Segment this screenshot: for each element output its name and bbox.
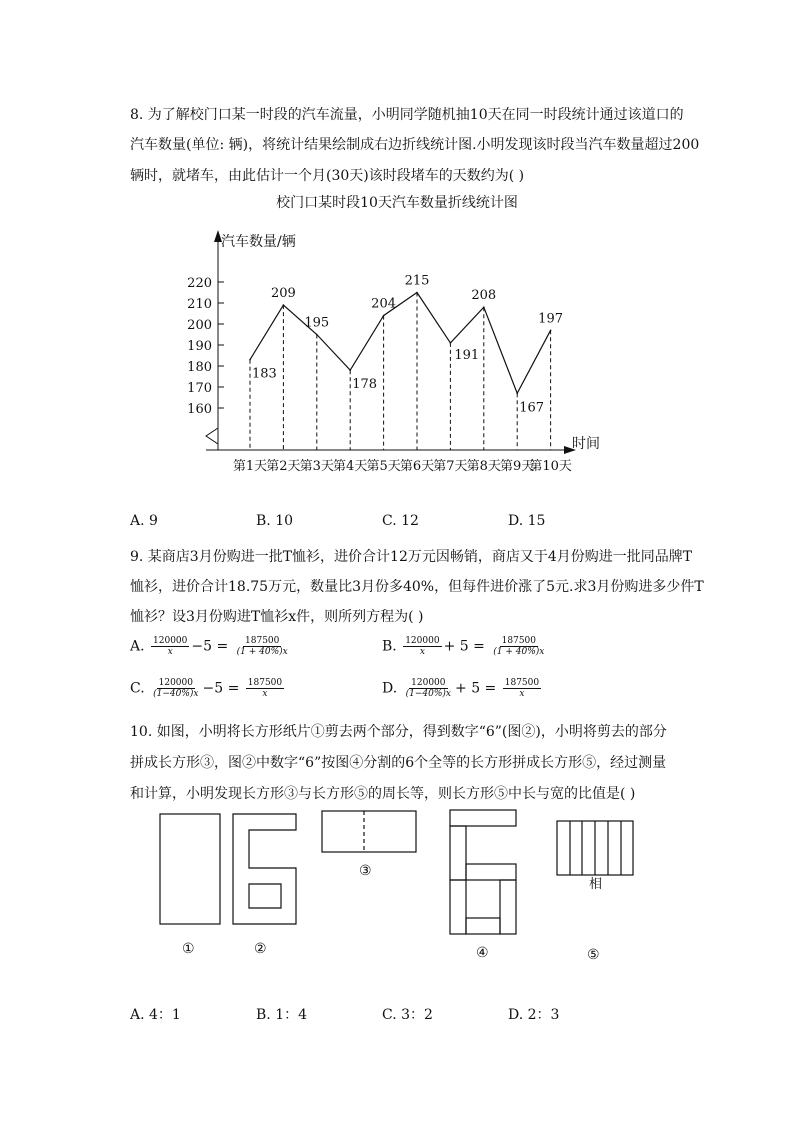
data-label: 197	[538, 311, 564, 327]
x-tick-label: 第10天	[529, 459, 572, 474]
q9-option-d[interactable]	[382, 678, 543, 699]
figure-4-segment	[450, 810, 516, 826]
fraction-right: $\frac{187500}{(1 + 40\%)x}$	[236, 636, 288, 657]
y-axis-label: 汽车数量/辆	[221, 234, 296, 250]
fraction-left: $\frac{120000}{(1-40\%)x}$	[153, 678, 199, 699]
data-point	[483, 306, 485, 308]
q10-option-a[interactable]: A. 4：1	[130, 1007, 181, 1023]
figure-4-segment	[450, 880, 466, 934]
q9-line-3: 恤衫？设3月份购进T恤衫x件，则所列方程为( )	[130, 609, 424, 625]
operator: + 5 =	[455, 680, 497, 697]
data-label: 178	[352, 377, 378, 393]
data-label: 209	[270, 286, 296, 302]
axis-break	[206, 428, 218, 450]
q9-line-2: 恤衫，进价合计18.75万元，数量比3月份多40%，但每件进价涨了5元.求3月份购进多少件T	[130, 579, 704, 595]
q10-line-1: 10. 如图，小明将长方形纸片①剪去两个部分，得到数字“6”(图②)，小明将剪去的部分	[130, 724, 667, 740]
operator: + 5 =	[443, 638, 485, 655]
x-tick-label: 第3天	[299, 459, 334, 474]
line-chart	[0, 220, 794, 520]
q8-line-1: 8. 为了解校门口某一时段的汽车流量，小明同学随机抽10天在同一时段统计通过该道口的	[130, 107, 684, 123]
q10-option-c[interactable]: C. 3：2	[382, 1007, 433, 1023]
q10-option-b[interactable]: B. 1：4	[256, 1007, 308, 1023]
figure-2-digit-six	[233, 814, 296, 924]
x-tick-label: 第6天	[399, 459, 435, 474]
y-tick-label: 210	[187, 297, 212, 312]
y-tick-label: 160	[187, 402, 212, 417]
data-label: 208	[471, 288, 497, 304]
x-tick-label: 第2天	[266, 459, 301, 474]
figure-4-label: ④	[476, 945, 489, 961]
x-tick-label: 第8天	[466, 459, 501, 474]
figure-3-rectangle	[322, 811, 416, 852]
option-label: A.	[130, 638, 145, 655]
x-tick-label: 第4天	[333, 459, 368, 474]
series-line	[250, 293, 551, 394]
q8-option-d[interactable]: D. 15	[508, 513, 546, 529]
x-tick-label: 第7天	[433, 459, 468, 474]
figure-2-label: ②	[254, 941, 267, 957]
q10-figures	[0, 806, 794, 976]
fraction-left: $\frac{120000}{(1-40\%)x}$	[405, 678, 452, 699]
q9-option-b[interactable]	[382, 636, 548, 657]
data-label: 183	[252, 366, 277, 382]
q10-option-d[interactable]: D. 2：3	[508, 1007, 560, 1023]
figure-1-label: ①	[182, 941, 195, 957]
q8-line-2: 汽车数量(单位: 辆)，将统计结果绘制成右边折线统计图.小明发现该时段当汽车数量超过200	[130, 137, 700, 153]
figure-3-label: ③	[359, 863, 372, 879]
data-point	[550, 330, 552, 332]
chart-title: 校门口某时段10天汽车数量折线统计图	[276, 195, 518, 211]
y-tick-label: 200	[187, 318, 212, 333]
operator: −5 =	[202, 680, 240, 697]
figure-5-text: 相	[589, 877, 603, 892]
data-label: 191	[454, 347, 480, 363]
y-tick-label: 190	[187, 339, 212, 354]
x-axis-label: 时间	[572, 436, 600, 452]
fraction-right: $\frac{187500}{x}$	[247, 678, 283, 699]
x-tick-label: 第1天	[232, 459, 268, 474]
fraction-right: $\frac{187500}{(1 + 40\%)x}$	[493, 636, 545, 657]
fraction-left: $\frac{120000}{x}$	[153, 636, 188, 657]
data-label: 167	[519, 400, 545, 416]
y-tick-label: 180	[187, 360, 212, 375]
figure-4-segment	[500, 880, 516, 934]
fraction-left: $\frac{120000}{x}$	[405, 636, 440, 657]
x-tick-label: 第9天	[500, 459, 535, 474]
q9-option-c[interactable]	[130, 678, 286, 699]
data-point	[316, 334, 318, 336]
q10-line-2: 拼成长方形③，图②中数字“6”按图④分割的6个全等的长方形拼成长方形⑤，经过测量	[130, 755, 667, 771]
x-tick-label: 第5天	[366, 459, 401, 474]
data-label: 215	[404, 273, 430, 289]
q8-option-c[interactable]: C. 12	[382, 513, 419, 529]
operator: −5 =	[191, 638, 229, 655]
q9-line-1: 9. 某商店3月份购进一批T恤衫，进价合计12万元因畅销，商店又于4月份购进一批同品牌T	[130, 549, 693, 565]
figure-4-segment	[466, 864, 516, 880]
figure-5-label: ⑤	[587, 947, 600, 963]
q10-line-3: 和计算，小明发现长方形③与长方形⑤的周长等，则长方形⑤中长与宽的比值是( )	[130, 786, 636, 802]
data-point	[383, 315, 385, 317]
q8-option-b[interactable]: B. 10	[256, 513, 294, 529]
y-tick-label: 170	[187, 381, 212, 396]
data-point	[416, 292, 418, 294]
figure-4-segment	[450, 826, 466, 880]
q8-line-3: 辆时，就堵车，由此估计一个月(30天)该时段堵车的天数约为( )	[130, 168, 525, 184]
data-point	[516, 393, 518, 395]
option-label: C.	[130, 680, 145, 697]
data-point	[450, 342, 452, 344]
data-point	[249, 359, 251, 361]
fraction-right: $\frac{187500}{x}$	[504, 678, 540, 699]
figure-1-rectangle	[160, 814, 220, 924]
figure-4-segment	[466, 918, 500, 934]
data-point	[349, 369, 351, 371]
data-point	[283, 304, 285, 306]
data-label: 195	[304, 315, 330, 331]
option-label: D.	[382, 680, 398, 697]
y-tick-label: 220	[187, 276, 212, 291]
option-label: B.	[382, 638, 397, 655]
data-label: 204	[371, 296, 397, 312]
q9-option-a[interactable]	[130, 636, 292, 657]
q8-option-a[interactable]: A. 9	[130, 513, 158, 529]
